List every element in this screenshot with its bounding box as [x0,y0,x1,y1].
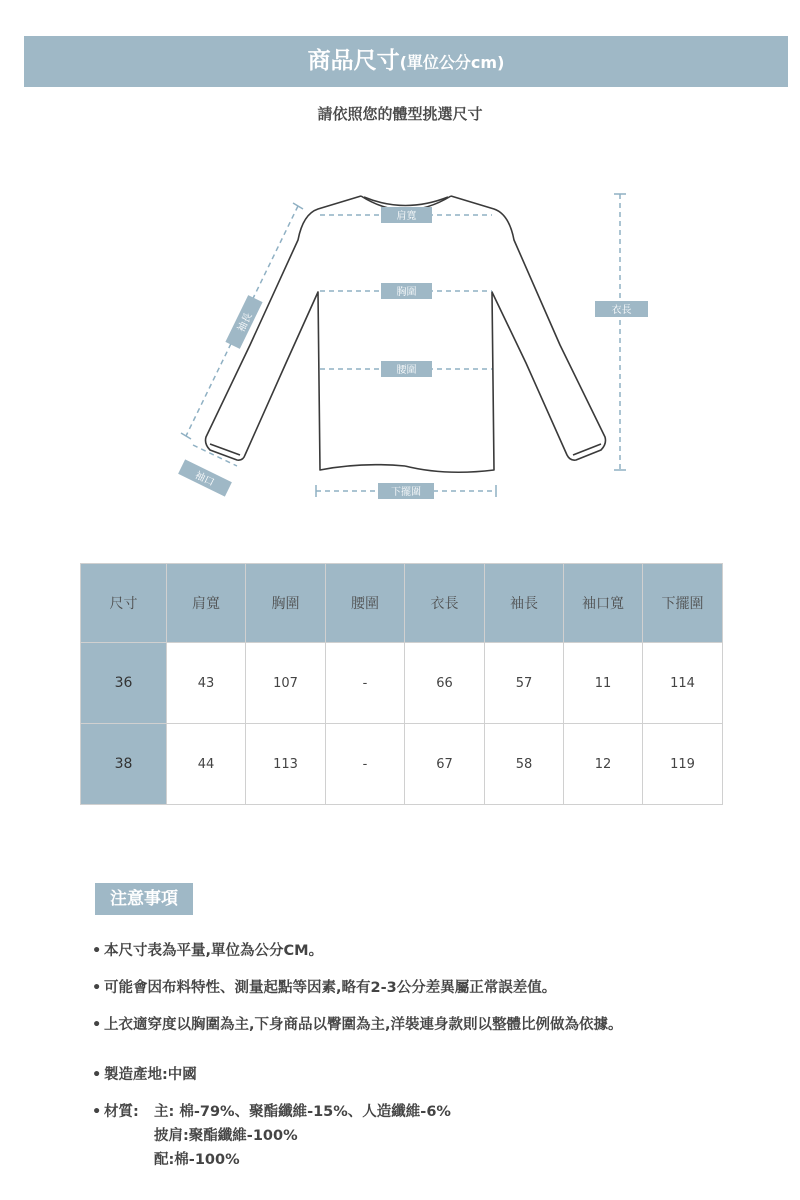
table-cell: 58 [485,724,564,805]
bullet: • [92,980,102,996]
measure-ticks [181,194,626,497]
table-cell: 66 [405,643,485,724]
bullet: • [92,943,102,959]
table-cell: 119 [643,724,723,805]
row-size: 38 [81,724,167,805]
notes-title: 注意事項 [95,883,193,915]
size-table [80,563,723,805]
note-item [92,976,556,997]
material-label: 材質: [104,1104,139,1120]
material-line [92,1100,139,1121]
col-header: 腰圍 [326,564,405,643]
table-row [81,724,723,805]
origin-line [92,1063,197,1084]
col-header: 袖長 [485,564,564,643]
row-size: 36 [81,643,167,724]
cuff-label: 袖口 [192,470,216,489]
note-text: 上衣適穿度以胸圍為主,下身商品以臀圍為主,洋裝連身款則以整體比例做為依據。 [104,1017,623,1033]
note-text: 本尺寸表為平量,單位為公分CM。 [104,943,324,959]
note-text: 可能會因布料特性、測量起點等因素,略有2-3公分差異屬正常誤差值。 [104,980,557,996]
col-header: 尺寸 [81,564,167,643]
note-item [92,1013,623,1034]
table-cell: 114 [643,643,723,724]
shoulder-label: 肩寬 [396,211,417,222]
material-trim: 配:棉-100% [154,1152,240,1168]
table-cell: 12 [564,724,643,805]
label-shoulder [381,207,432,223]
table-cell: - [326,643,405,724]
chest-label: 胸圍 [396,287,417,298]
col-header: 胸圍 [246,564,326,643]
unit-label: (單位公分cm) [399,53,505,72]
table-row [81,643,723,724]
length-label: 衣長 [611,305,632,316]
garment-diagram [0,0,800,540]
col-header: 袖口寬 [564,564,643,643]
label-chest [381,283,432,299]
table-cell: 107 [246,643,326,724]
label-waist [381,361,432,377]
table-cell: 44 [167,724,246,805]
material-shawl: 披肩:聚酯纖維-100% [154,1128,298,1144]
col-header: 衣長 [405,564,485,643]
bullet: • [92,1067,102,1083]
material-main: 主: 棉-79%、聚酯纖維-15%、人造纖維-6% [154,1104,451,1120]
waist-label: 腰圍 [396,365,417,376]
table-header-row [81,564,723,643]
origin-text: 製造產地:中國 [104,1067,197,1083]
table-cell: 67 [405,724,485,805]
label-sleeve [225,295,262,349]
table-cell: 113 [246,724,326,805]
label-hem [378,483,434,499]
label-length [595,301,648,317]
sleeve-label: 袖長 [236,311,255,335]
table-cell: 57 [485,643,564,724]
hem-label: 下擺圍 [391,487,421,498]
table-cell: 11 [564,643,643,724]
table-cell: 43 [167,643,246,724]
page-title: 商品尺寸 [307,48,400,74]
shirt-outline [206,196,606,472]
bullet: • [92,1104,102,1120]
bullet: • [92,1017,102,1033]
note-item [92,939,323,960]
col-header: 下擺圍 [643,564,723,643]
label-cuff [178,459,232,496]
col-header: 肩寬 [167,564,246,643]
subtitle: 請依照您的體型挑選尺寸 [317,105,483,123]
table-cell: - [326,724,405,805]
